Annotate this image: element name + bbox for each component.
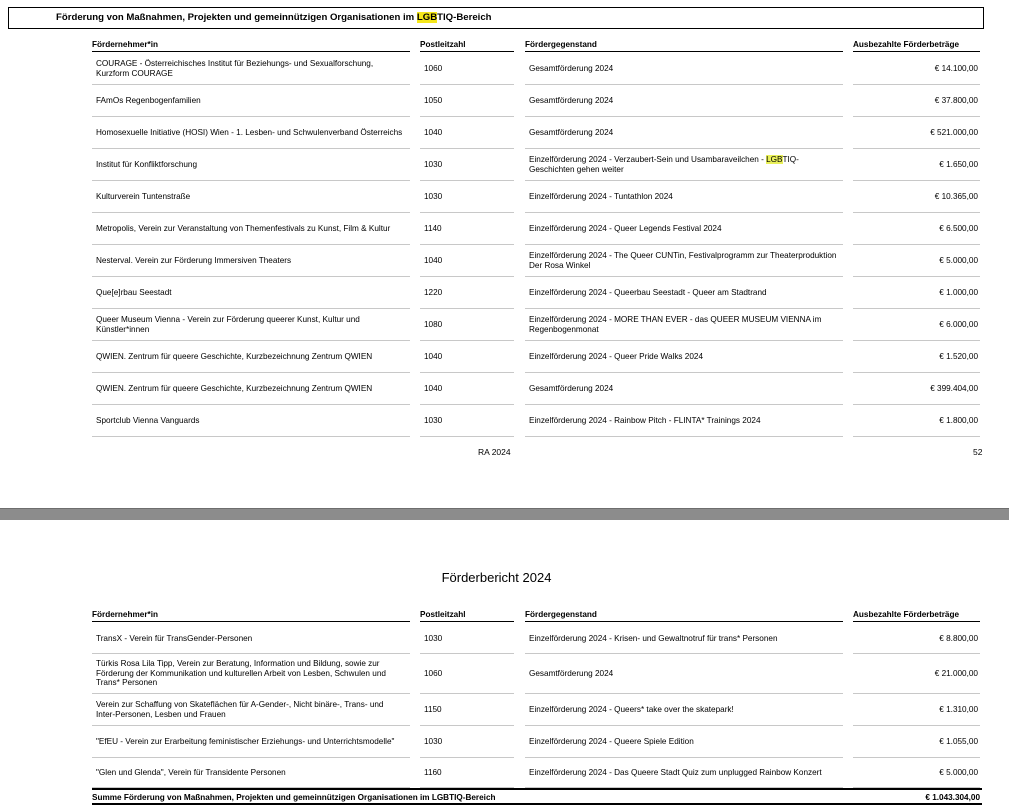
search-highlight: LGB xyxy=(766,154,783,164)
cell-amount: € 521.000,00 xyxy=(853,117,980,149)
table-row xyxy=(92,694,982,726)
cell-amount: € 14.100,00 xyxy=(853,54,980,85)
table-row xyxy=(92,245,982,277)
table-row xyxy=(92,85,982,117)
header-amount: Ausbezahlte Förderbeträge xyxy=(853,40,980,52)
cell-subject: Einzelförderung 2024 - Queer Legends Festival 2024 xyxy=(525,213,843,245)
cell-postal: 1030 xyxy=(420,149,514,181)
cell-recipient: COURAGE - Österreichisches Institut für Beziehungs- und Sexualforschung, Kurzform COURAGE xyxy=(92,54,410,85)
cell-postal: 1140 xyxy=(420,213,514,245)
cell-subject: Gesamtförderung 2024 xyxy=(525,117,843,149)
table-row xyxy=(92,309,982,341)
cell-postal: 1080 xyxy=(420,309,514,341)
footer-report-label: RA 2024 xyxy=(478,447,511,457)
header-subject: Fördergegenstand xyxy=(525,610,843,622)
cell-amount: € 8.800,00 xyxy=(853,624,980,654)
search-highlight: LGB xyxy=(416,12,438,23)
cell-subject: Einzelförderung 2024 - Queer Pride Walks 2024 xyxy=(525,341,843,373)
cell-postal: 1040 xyxy=(420,245,514,277)
cell-postal: 1040 xyxy=(420,373,514,405)
table-row xyxy=(92,149,982,181)
cell-recipient: FAmOs Regenbogenfamilien xyxy=(92,85,410,117)
funding-table-2 xyxy=(92,624,982,788)
cell-recipient: Institut für Konfliktforschung xyxy=(92,149,410,181)
cell-postal: 1150 xyxy=(420,694,514,726)
cell-subject: Einzelförderung 2024 - Krisen- und Gewaltnotruf für trans* Personen xyxy=(525,624,843,654)
cell-recipient: Queer Museum Vienna - Verein zur Förderung queerer Kunst, Kultur und Künstler*innen xyxy=(92,309,410,341)
table-row xyxy=(92,758,982,788)
sum-label: Summe Förderung von Maßnahmen, Projekten und gemeinnützigen Organisationen im LGBTIQ-Bereich xyxy=(92,793,496,802)
table-row xyxy=(92,726,982,758)
table-row xyxy=(92,654,982,694)
cell-subject: Einzelförderung 2024 - Tuntathlon 2024 xyxy=(525,181,843,213)
cell-amount: € 37.800,00 xyxy=(853,85,980,117)
cell-recipient: Sportclub Vienna Vanguards xyxy=(92,405,410,437)
cell-subject: Einzelförderung 2024 - MORE THAN EVER - das QUEER MUSEUM VIENNA im Regenbogenmonat xyxy=(525,309,843,341)
cell-amount: € 6.500,00 xyxy=(853,213,980,245)
cell-amount: € 1.800,00 xyxy=(853,405,980,437)
cell-recipient: Que[e]rbau Seestadt xyxy=(92,277,410,309)
cell-postal: 1040 xyxy=(420,341,514,373)
section-title-text: Förderung von Maßnahmen, Projekten und gemeinnützigen Organisationen im xyxy=(56,12,417,23)
cell-amount: € 1.650,00 xyxy=(853,149,980,181)
cell-postal: 1050 xyxy=(420,85,514,117)
cell-recipient: QWIEN. Zentrum für queere Geschichte, Kurzbezeichnung Zentrum QWIEN xyxy=(92,373,410,405)
cell-postal: 1040 xyxy=(420,117,514,149)
table-row xyxy=(92,117,982,149)
cell-subject: Einzelförderung 2024 - Queere Spiele Edition xyxy=(525,726,843,758)
header-subject: Fördergegenstand xyxy=(525,40,843,52)
cell-postal: 1060 xyxy=(420,54,514,85)
header-postal: Postleitzahl xyxy=(420,40,514,52)
cell-amount: € 1.055,00 xyxy=(853,726,980,758)
table-row xyxy=(92,54,982,85)
cell-subject: Gesamtförderung 2024 xyxy=(525,373,843,405)
cell-subject: Gesamtförderung 2024 xyxy=(525,85,843,117)
cell-amount: € 1.310,00 xyxy=(853,694,980,726)
cell-recipient: Türkis Rosa Lila Tipp, Verein zur Beratung, Information und Bildung, sowie zur Förderung der Kommunikation und kulturellen Arbeit von Lesben, Schwulen und Trans* Personen xyxy=(92,654,410,694)
header-postal: Postleitzahl xyxy=(420,610,514,622)
footer-page-number: 52 xyxy=(973,447,983,457)
cell-recipient: Metropolis, Verein zur Veranstaltung von Themenfestivals zu Kunst, Film & Kultur xyxy=(92,213,410,245)
header-amount: Ausbezahlte Förderbeträge xyxy=(853,610,980,622)
table-row xyxy=(92,181,982,213)
cell-amount: € 21.000,00 xyxy=(853,654,980,694)
cell-recipient: TransX - Verein für TransGender-Personen xyxy=(92,624,410,654)
cell-amount: € 1.520,00 xyxy=(853,341,980,373)
header-recipient: Fördernehmer*in xyxy=(92,40,410,52)
cell-subject: Einzelförderung 2024 - Queers* take over the skatepark! xyxy=(525,694,843,726)
table-row xyxy=(92,213,982,245)
cell-postal: 1030 xyxy=(420,181,514,213)
cell-recipient: Homosexuelle Initiative (HOSI) Wien - 1. Lesben- und Schwulenverband Österreichs xyxy=(92,117,410,149)
cell-subject: Einzelförderung 2024 - Das Queere Stadt Quiz zum unplugged Rainbow Konzert xyxy=(525,758,843,788)
cell-amount: € 5.000,00 xyxy=(853,245,980,277)
cell-postal: 1220 xyxy=(420,277,514,309)
cell-postal: 1060 xyxy=(420,654,514,694)
cell-subject: Einzelförderung 2024 - Rainbow Pitch - FLINTA* Trainings 2024 xyxy=(525,405,843,437)
cell-postal: 1030 xyxy=(420,624,514,654)
cell-postal: 1030 xyxy=(420,726,514,758)
sum-value: € 1.043.304,00 xyxy=(925,793,980,802)
table-row xyxy=(92,405,982,437)
cell-subject xyxy=(525,149,843,181)
cell-recipient: Verein zur Schaffung von Skateflächen für A-Gender-, Nicht binäre-, Trans- und Inter-Personen, Lesben und Frauen xyxy=(92,694,410,726)
page-separator xyxy=(0,508,1009,520)
cell-amount: € 399.404,00 xyxy=(853,373,980,405)
section-title xyxy=(8,7,984,29)
cell-postal: 1030 xyxy=(420,405,514,437)
sum-row xyxy=(92,788,982,805)
cell-recipient: "Glen und Glenda", Verein für Transidente Personen xyxy=(92,758,410,788)
cell-recipient: Nesterval. Verein zur Förderung Immersiven Theaters xyxy=(92,245,410,277)
table-row xyxy=(92,624,982,654)
cell-recipient: "EfEU - Verein zur Erarbeitung feministischer Erziehungs- und Unterrichtsmodelle" xyxy=(92,726,410,758)
cell-subject: Gesamtförderung 2024 xyxy=(525,654,843,694)
table-header xyxy=(92,40,982,52)
cell-amount: € 10.365,00 xyxy=(853,181,980,213)
report-title: Förderbericht 2024 xyxy=(441,570,552,585)
cell-subject: Einzelförderung 2024 - The Queer CUNTin, Festivalprogramm zur Theaterproduktion Der Rosa Winkel xyxy=(525,245,843,277)
section-title-suffix: TIQ-Bereich xyxy=(437,12,492,23)
table-row xyxy=(92,277,982,309)
document-page-2 xyxy=(0,520,1009,811)
funding-table-1 xyxy=(92,54,982,437)
header-recipient: Fördernehmer*in xyxy=(92,610,410,622)
cell-amount: € 5.000,00 xyxy=(853,758,980,788)
cell-recipient: Kulturverein Tuntenstraße xyxy=(92,181,410,213)
table-row xyxy=(92,341,982,373)
subject-text-suffix: TIQ-Geschichten gehen weiter xyxy=(529,154,799,174)
table-row xyxy=(92,373,982,405)
cell-recipient: QWIEN. Zentrum für queere Geschichte, Kurzbezeichnung Zentrum QWIEN xyxy=(92,341,410,373)
subject-text: Einzelförderung 2024 - Verzaubert-Sein und Usambaraveilchen - xyxy=(529,154,767,164)
cell-subject: Gesamtförderung 2024 xyxy=(525,54,843,85)
cell-postal: 1160 xyxy=(420,758,514,788)
cell-amount: € 1.000,00 xyxy=(853,277,980,309)
table-header xyxy=(92,610,982,622)
cell-subject: Einzelförderung 2024 - Queerbau Seestadt - Queer am Stadtrand xyxy=(525,277,843,309)
cell-amount: € 6.000,00 xyxy=(853,309,980,341)
